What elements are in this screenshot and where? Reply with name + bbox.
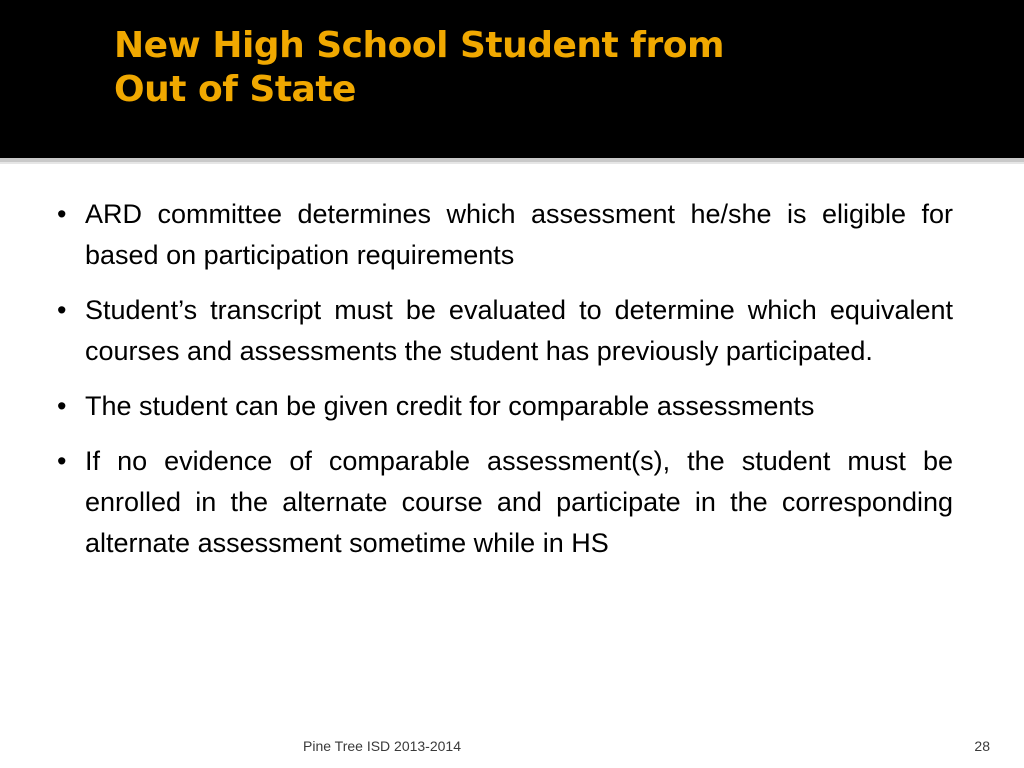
footer-text: Pine Tree ISD 2013-2014: [303, 738, 461, 754]
slide-title-line-1: New High School Student from: [114, 25, 724, 66]
bullet-text: If no evidence of comparable assessment(s), the student must be enrolled in the alternate course and participate in the corresponding alternate assessment sometime while in HS: [85, 446, 953, 558]
bullet-marker: •: [57, 391, 67, 421]
bullet-marker: •: [57, 295, 67, 325]
bullet-list: [55, 194, 953, 578]
bullet-item: [55, 386, 953, 427]
page-number: 28: [974, 738, 990, 754]
slide-title: [114, 24, 724, 112]
bullet-marker: •: [57, 446, 67, 476]
slide-title-line-2: Out of State: [114, 69, 356, 110]
bullet-item: [55, 290, 953, 372]
bullet-marker: •: [57, 199, 67, 229]
bullet-text: ARD committee determines which assessment he/she is eligible for based on participation requirements: [85, 199, 953, 270]
bullet-text: The student can be given credit for comparable assessments: [85, 391, 815, 421]
bullet-item: [55, 194, 953, 276]
bullet-text: Student’s transcript must be evaluated to determine which equivalent courses and assessments the student has previously participated.: [85, 295, 953, 366]
bullet-item: [55, 441, 953, 564]
title-divider-highlight: [0, 162, 1024, 164]
